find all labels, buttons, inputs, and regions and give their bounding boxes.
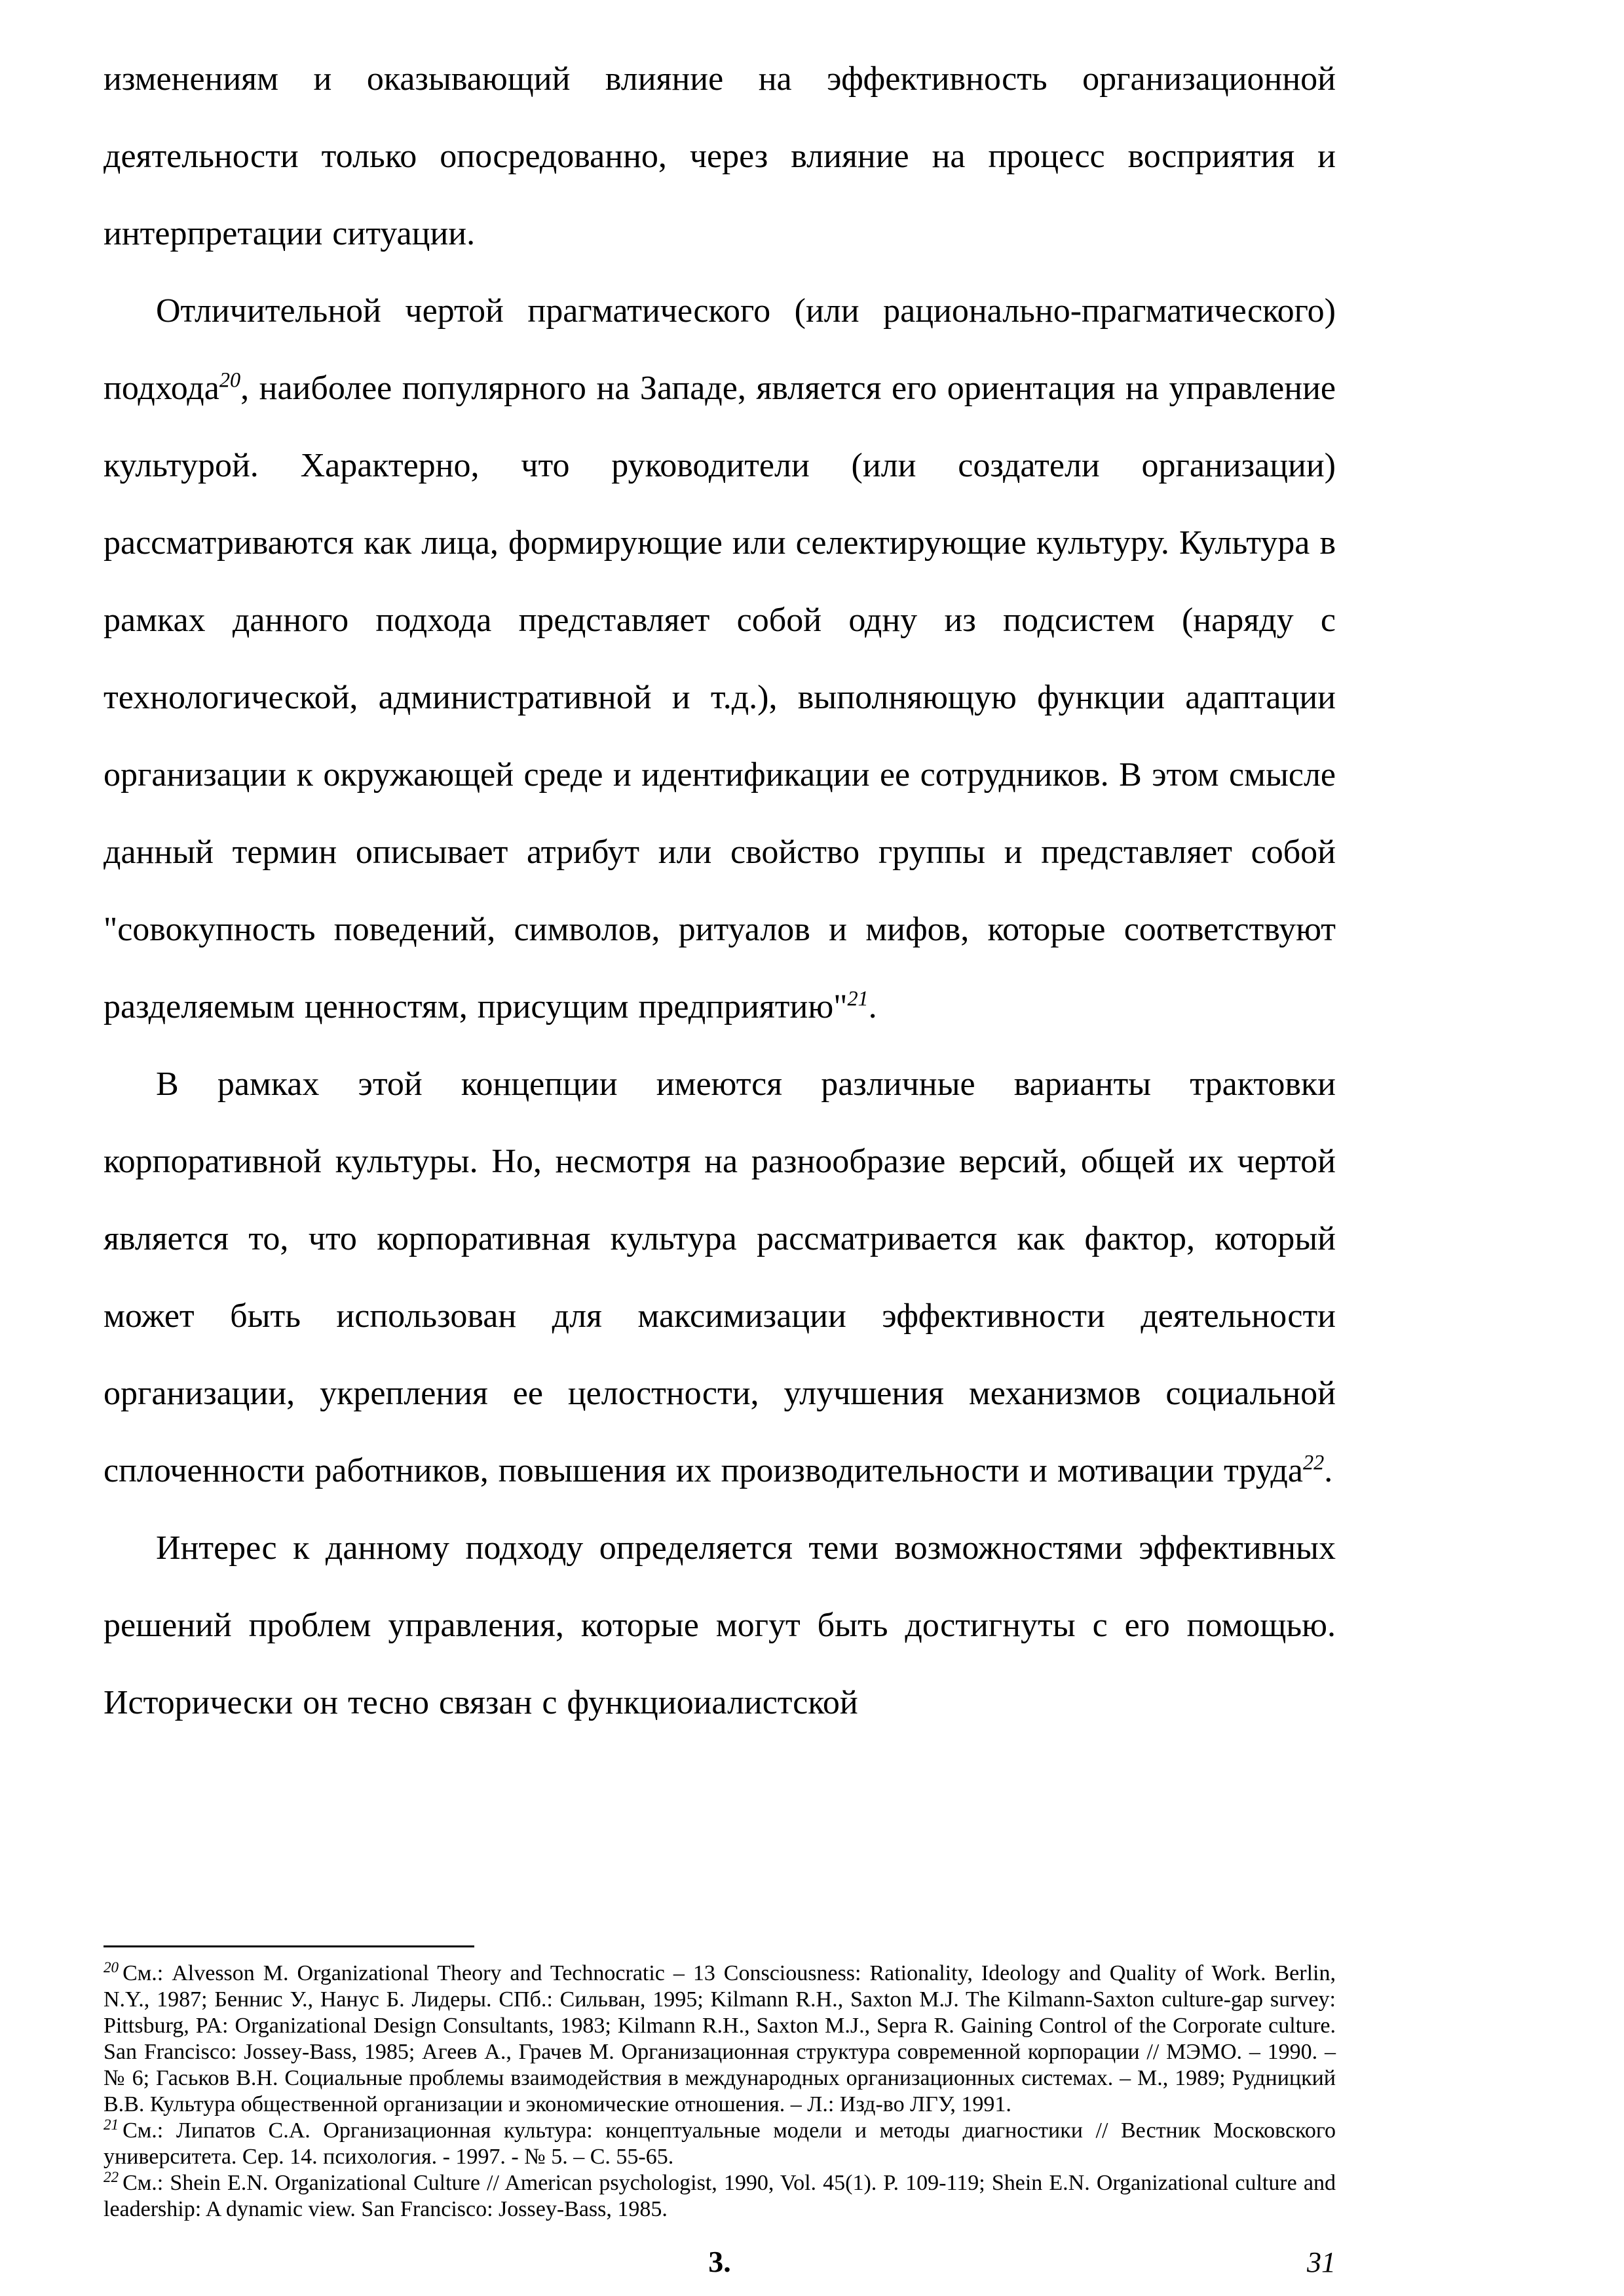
footnote-marker: 20 (104, 1959, 119, 1976)
footnote-marker: 21 (104, 2116, 119, 2133)
footnote-separator (104, 1945, 474, 1947)
paragraph: В рамках этой концепции имеются различные варианты трактовки корпоративной культуры. Но, несмотря на разнообразие версий, общей их чертой является то, что корпоративная культура рассматривается как фактор, который может быть использован для максимизации эффективности деятельности организации, укрепления ее целостности, улучшения механизмов социальной сплоченности работников, повышения их производительности и мотивации труда$^{22}$. (104, 1065, 1336, 1489)
footnote-reference: 20 (219, 368, 241, 392)
footnote-list (104, 1961, 1336, 2223)
footnote-reference: 22 (1302, 1450, 1325, 1474)
page-number: 31 (1307, 2246, 1336, 2278)
footnote-reference: 21 (847, 986, 869, 1010)
footnote: $^{20}$ См.: Alvesson M. Organizational Theory and Technocratic – 13 Consciousness: Rationality, Ideology and Quality of Work. Berlin, N.Y., 1987; Беннис У., Нанус Б. Лидеры. СПб.: Сильван, 1995; Kilmann R.H., Saxton M.J. The Kilmann-Saxton culture-gap survey: Pittsburg, PA: Organizational Design Consultants, 1983; Kilmann R.H., Saxton M.J., Sepra R. Gaining Control of the Corporate culture. San Francisco: Jossey-Bass, 1985; Агеев А., Грачев М. Организационная структура современной корпорации // МЭМО. – 1990. – № 6; Гаськов В.Н. Социальные проблемы взаимодействия в международных организационных системах. – М., 1989; Рудницкий В.В. Культура общественной организации и экономические отношения. – Л.: Изд-во ЛГУ, 1991. (104, 1959, 1336, 2116)
footnote: $^{21}$ См.: Липатов С.А. Организационная культура: концептуальные модели и методы диагностики // Вестник Московского университета. Сер. 14. психология. - 1997. - № 5. – С. 55-65. (104, 2116, 1336, 2169)
page-footer (104, 2237, 1336, 2279)
paragraph: Интерес к данному подходу определяется теми возможностями эффективных решений проблем управления, которые могут быть достигнуты с его помощью. Исторически он тесно связан с функциоиалистской (104, 1529, 1336, 1721)
body-text (104, 41, 1336, 1742)
paragraph: изменениям и оказывающий влияние на эффективность организационной деятельности только опосредованно, через влияние на процесс восприятия и интерпретации ситуации. (104, 60, 1336, 252)
footnotes-section (104, 1945, 1336, 2223)
section-number: 3. (708, 2245, 731, 2278)
footnote: $^{22}$ См.: Shein E.N. Organizational Culture // American psychologist, 1990, Vol. 45(1). P. 109-119; Shein E.N. Organizational culture and leadership: A dynamic view. San Francisco: Jossey-Bass, 1985. (104, 2168, 1336, 2221)
footnote-marker: 22 (104, 2168, 119, 2186)
paragraph: Отличительной чертой прагматического (или рационально-прагматического) подхода$^{20}$, наиболее популярного на Западе, является его ориентация на управление культурой. Характерно, что руководители (или создатели организации) рассматриваются как лица, формирующие или селектирующие культуру. Культура в рамках данного подхода представляет собой одну из подсистем (наряду с технологической, административной и т.д.), выполняющую функции адаптации организации к окружающей среде и идентификации ее сотрудников. В этом смысле данный термин описывает атрибут или свойство группы и представляет собой "совокупность поведений, символов, ритуалов и мифов, которые соответствуют разделяемым ценностям, присущим предприятию"$^{21}$. (104, 292, 1336, 1025)
